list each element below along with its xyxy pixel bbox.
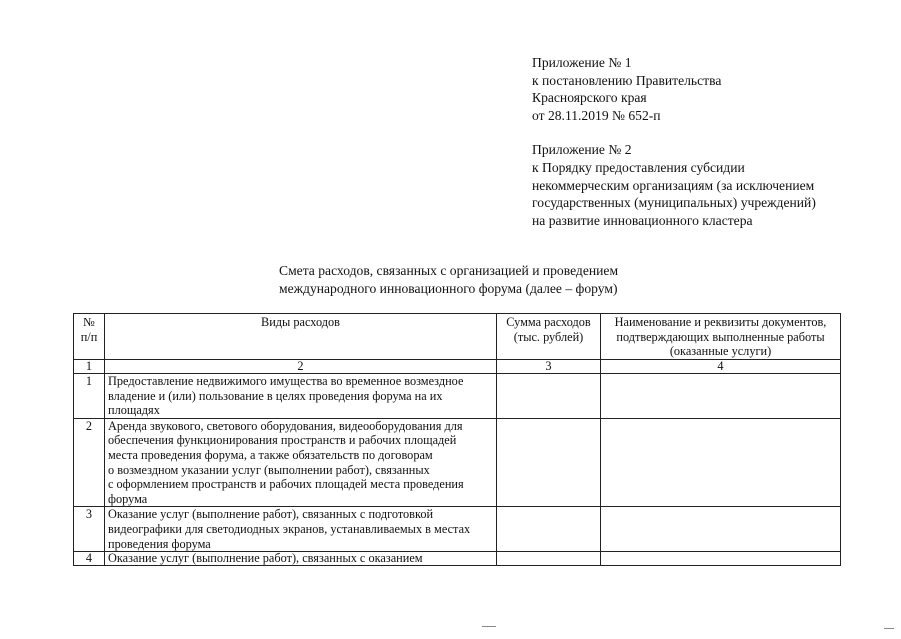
table-row <box>74 374 841 419</box>
documents-cell[interactable] <box>601 507 841 552</box>
description-line: Аренда звукового, светового оборудования, видеооборудования для <box>108 418 463 433</box>
appendix-2-line: на развитие инновационного кластера <box>532 212 753 228</box>
description-line: места проведения форума, а также обязательств по договорам <box>108 447 433 462</box>
appendix-2 <box>532 141 882 229</box>
document-title-line: Смета расходов, связанных с организацией и проведением <box>279 263 619 278</box>
documents-cell[interactable] <box>601 418 841 507</box>
amount-cell[interactable] <box>497 418 601 507</box>
documents-cell[interactable] <box>601 552 841 566</box>
documents-cell[interactable] <box>601 374 841 419</box>
header-amount: Сумма расходов (тыс. рублей) <box>497 314 601 360</box>
appendix-2-line: некоммерческим организациям (за исключением <box>532 177 815 193</box>
column-number: 2 <box>105 360 497 374</box>
header-documents: Наименование и реквизиты документов, подтверждающих выполненные работы (оказанные услуги) <box>601 314 841 360</box>
description-line: форума <box>108 491 148 506</box>
appendix-header <box>532 54 882 229</box>
description-line: обеспечения функционирования пространств и рабочих площадей <box>108 433 457 448</box>
amount-cell[interactable] <box>497 552 601 566</box>
description-line: видеографики для светодиодных экранов, устанавливаемых в местах <box>108 521 471 536</box>
appendix-2-line: Приложение № 2 <box>532 142 632 158</box>
description-line: о возмездном указании услуг (выполнении работ), связанных <box>108 462 430 477</box>
document-title <box>279 262 699 297</box>
amount-cell[interactable] <box>497 507 601 552</box>
row-number: 2 <box>74 418 105 507</box>
description-line: владение и (или) пользование в целях проведения форума на их <box>108 388 443 403</box>
table-row <box>74 507 841 552</box>
appendix-1-line: Красноярского края <box>532 90 647 106</box>
row-number: 4 <box>74 552 105 566</box>
table-row <box>74 552 841 566</box>
scan-mark <box>884 628 894 629</box>
description-line: с оформлением пространств и рабочих площадей места проведения <box>108 477 464 492</box>
column-number: 3 <box>497 360 601 374</box>
scan-mark <box>482 626 496 627</box>
expense-description <box>105 552 497 566</box>
description-line: проведения форума <box>108 536 211 551</box>
appendix-1 <box>532 54 882 124</box>
expense-estimate-table <box>73 313 841 566</box>
table-header-row <box>74 314 841 360</box>
appendix-1-line: к постановлению Правительства <box>532 72 722 88</box>
appendix-1-line: от 28.11.2019 № 652-п <box>532 107 661 123</box>
row-number: 1 <box>74 374 105 419</box>
column-number: 1 <box>74 360 105 374</box>
header-expense-type: Виды расходов <box>105 314 497 360</box>
table-row <box>74 418 841 507</box>
description-line: Предоставление недвижимого имущества во временное возмездное <box>108 374 464 388</box>
appendix-2-line: государственных (муниципальных) учреждений) <box>532 195 816 211</box>
appendix-2-line: к Порядку предоставления субсидии <box>532 159 745 175</box>
description-line: Оказание услуг (выполнение работ), связанных с подготовкой <box>108 507 434 522</box>
document-title-line: международного инновационного форума (далее – форум) <box>279 280 618 296</box>
column-number-row <box>74 360 841 374</box>
expense-description <box>105 374 497 419</box>
header-number: № п/п <box>74 314 105 360</box>
appendix-1-line: Приложение № 1 <box>532 55 632 70</box>
column-number: 4 <box>601 360 841 374</box>
expense-description <box>105 507 497 552</box>
expense-description <box>105 418 497 507</box>
amount-cell[interactable] <box>497 374 601 419</box>
description-line: Оказание услуг (выполнение работ), связанных с оказанием <box>108 551 423 566</box>
description-line: площадях <box>108 403 160 418</box>
row-number: 3 <box>74 507 105 552</box>
